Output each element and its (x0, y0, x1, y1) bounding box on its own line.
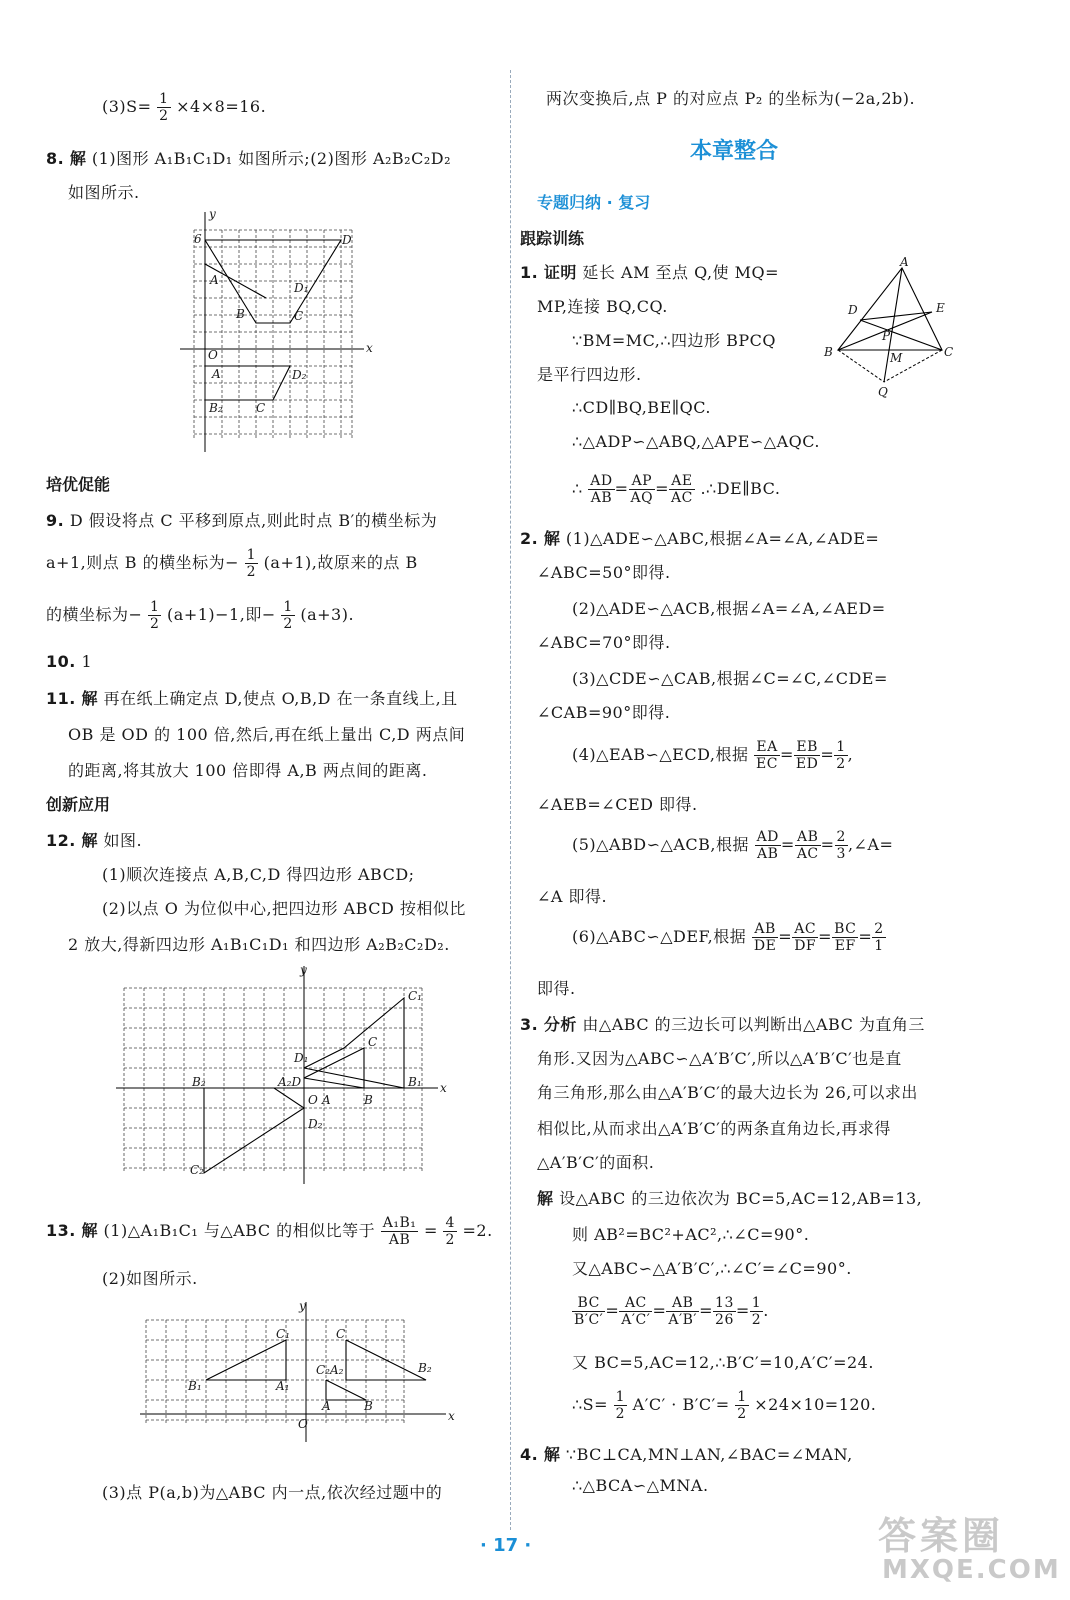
fraction (754, 740, 780, 771)
num: 1 (751, 1295, 762, 1311)
answer-r3 (520, 1012, 925, 1035)
question-number: 12. (46, 831, 76, 850)
answer-13 (46, 1216, 493, 1247)
text-line: 又△ABC∽△A′B′C′,∴∠C′=∠C=90°. (572, 1259, 852, 1278)
point-label: P (882, 329, 891, 343)
answer-10 (46, 652, 92, 671)
answer-label: 分析 (543, 1015, 577, 1034)
text-line: 两次变换后,点 P 的对应点 P₂ 的坐标为(−2a,2b). (546, 89, 916, 108)
y-axis-label: y (299, 1299, 306, 1313)
num: 1 (159, 91, 169, 107)
x-axis-label: x (448, 1409, 455, 1423)
text: 如图. (103, 831, 143, 850)
text: (3)S= (102, 97, 152, 116)
text: (1)△A₁B₁C₁ 与△ABC 的相似比等于 (103, 1221, 376, 1240)
watermark-text: 答案圈 (878, 1514, 1005, 1558)
text-line: ∠ABC=70°即得. (537, 633, 671, 652)
text-line: ∠CAB=90°即得. (537, 703, 671, 722)
text-line: OB 是 OD 的 100 倍,然后,再在纸上量出 C,D 两点间 (68, 725, 466, 744)
text: ×4×8=16. (176, 97, 267, 116)
point-label: C (368, 1035, 378, 1049)
point-label: B (236, 307, 245, 321)
point-label: B₂ (418, 1361, 432, 1375)
text: 1 (81, 652, 93, 671)
point-label: B (364, 1399, 373, 1413)
den: 2 (445, 1232, 455, 1248)
ratio-line: $\frac{BC}{B'C'}$ = $\frac{AC}{A'C'}$ = $\frac{AB}{A'B'}$ = $\frac{13}{26}$ = $\frac{1}{2}$ . (574, 1295, 769, 1328)
answer-label: 解 (81, 689, 98, 708)
den: AB (757, 846, 779, 862)
text: 设△ABC 的三边依次为 BC=5,AC=12,AB=13, (559, 1189, 923, 1208)
point-label: C₁ (276, 1327, 290, 1341)
den: 1 (874, 938, 884, 954)
text: (5)△ABD∽△ACB,根据 (572, 835, 749, 854)
fraction (629, 474, 656, 505)
text-line: (3)点 P(a,b)为△ABC 内一点,依次经过题中的 (102, 1483, 443, 1502)
fraction (157, 92, 170, 123)
point-label: D (848, 303, 858, 317)
question-number: 13. (46, 1221, 76, 1240)
question-number: 8. (46, 149, 65, 168)
fraction (872, 922, 885, 953)
point-label: C (944, 345, 954, 359)
fraction (713, 1296, 736, 1327)
text: = (423, 1221, 438, 1240)
fraction (666, 1296, 699, 1327)
answer-r2-4: (4)△EAB∽△ECD,根据 $\frac{EA}{EC}$ = $\frac{EB}{ED}$ = $\frac{1}{2}$ , (572, 739, 854, 772)
point-label: A (900, 256, 909, 269)
num: AP (629, 474, 656, 490)
den: AQ (630, 490, 654, 506)
question-number: 1. (520, 263, 539, 282)
text: a+1,则点 B 的横坐标为− (46, 553, 240, 572)
fraction (588, 474, 614, 505)
text: . (763, 1301, 769, 1320)
den: AB (590, 490, 613, 506)
num: AC (792, 922, 818, 938)
answer-label: 解 (543, 1445, 561, 1464)
answer-r4 (520, 1442, 853, 1465)
num: AD (590, 473, 613, 489)
text-line: 角形.又因为△ABC∽△A′B′C′,所以△A′B′C′也是直 (537, 1049, 902, 1068)
den: EF (834, 938, 856, 954)
x-axis-label: x (440, 1081, 447, 1095)
num: AB (795, 830, 821, 846)
text-line: MP,连接 BQ,CQ. (537, 297, 668, 316)
text: (a+1),故原来的点 B (263, 553, 418, 572)
text-line: 的距离,将其放大 100 倍即得 A,B 两点间的距离. (68, 761, 428, 780)
num: EA (754, 740, 780, 756)
text-line: ∠ABC=50°即得. (537, 563, 671, 582)
text: ,∠A= (847, 835, 894, 854)
origin-label: O (298, 1417, 308, 1431)
den: EC (756, 756, 778, 772)
point-label: D₂ (292, 368, 307, 382)
point-label: A (322, 1093, 331, 1107)
grid-lines (124, 988, 422, 1173)
point-label: A₂D (278, 1075, 302, 1089)
text-line: 则 AB²=BC²+AC²,∴∠C=90°. (572, 1225, 810, 1244)
text: ×24×10=120. (754, 1395, 877, 1414)
text-line: 如图所示. (68, 183, 140, 202)
point-label: B₁ (408, 1075, 422, 1089)
num: 1 (836, 739, 846, 755)
num: 1 (150, 599, 160, 615)
text: 再在纸上确定点 D,使点 O,B,D 在一条直线上,且 (103, 689, 458, 708)
text: (1)图形 A₁B₁C₁D₁ 如图所示;(2)图形 A₂B₂C₂D₂ (91, 149, 451, 168)
answer-label: 解 (81, 831, 98, 850)
fraction (619, 1296, 652, 1327)
text: (4)△EAB∽△ECD,根据 (572, 745, 749, 764)
point-label: C (294, 309, 304, 323)
num: A₁B₁ (382, 1215, 417, 1231)
question-number: 2. (520, 529, 539, 548)
answer-r2 (520, 526, 879, 549)
point-label: M (890, 351, 903, 365)
text: =2. (462, 1221, 493, 1240)
den: ED (795, 756, 819, 772)
text-line: 是平行四边形. (537, 365, 642, 384)
point-label: D₁ (294, 281, 309, 295)
num: AD (756, 829, 779, 845)
den: 3 (836, 846, 846, 862)
figure-12-grid (112, 958, 452, 1190)
answer-9-line2 (46, 548, 418, 579)
point-label: C₂ (190, 1163, 204, 1177)
den: 2 (150, 616, 160, 632)
watermark (872, 1505, 1062, 1595)
den: A′C′ (621, 1312, 651, 1328)
text-line: 又 BC=5,AC=12,∴B′C′=10,A′C′=24. (572, 1353, 874, 1372)
page-number: · 17 · (480, 1535, 532, 1556)
answer-label: 解 (69, 149, 87, 168)
den: AB (388, 1232, 411, 1248)
y-axis-label: y (300, 963, 307, 977)
text-line: ∴CD∥BQ,BE∥QC. (572, 398, 712, 417)
point-label: B₁ (188, 1379, 202, 1393)
text: , (847, 745, 854, 764)
point-label: A (322, 1399, 331, 1413)
point-label: C (336, 1327, 346, 1341)
num: 1 (246, 547, 257, 563)
fraction (381, 1216, 419, 1247)
text: .∴DE∥BC. (700, 479, 781, 498)
y-axis-label: y (209, 207, 216, 221)
text-line: (2)△ADE∽△ACB,根据∠A=∠A,∠AED= (572, 599, 886, 618)
text: ∴S= (572, 1395, 609, 1414)
text-line: (1)顺次连接点 A,B,C,D 得四边形 ABCD; (102, 865, 415, 884)
den: AC (671, 490, 693, 506)
point-label: D₁ (294, 1051, 309, 1065)
num: BC (834, 921, 857, 937)
text: ∴ (572, 479, 583, 498)
fraction (735, 1390, 748, 1421)
text: 由△ABC 的三边长可以判断出△ABC 为直角三 (582, 1015, 925, 1034)
question-number: 3. (520, 1015, 539, 1034)
text: D 假设将点 C 平移到原点,则此时点 B′的横坐标为 (69, 511, 438, 530)
text: 延长 AM 至点 Q,使 MQ= (582, 263, 780, 282)
point-label: C (256, 401, 266, 415)
text: ∵BC⊥CA,MN⊥AN,∠BAC=∠MAN, (565, 1445, 853, 1464)
text-line: △A′B′C′的面积. (537, 1153, 655, 1172)
num: AB (666, 1296, 699, 1312)
answer-label: 证明 (543, 263, 577, 282)
text: 的横坐标为− (46, 605, 143, 624)
answer-label: 解 (537, 1189, 554, 1208)
den: DF (794, 938, 817, 954)
fraction (834, 740, 847, 771)
answer-9-line3 (46, 600, 354, 631)
den: 26 (715, 1312, 734, 1328)
text-line: ∵BM=MC,∴四边形 BPCQ (572, 331, 777, 350)
point-label: A (212, 367, 221, 381)
text-line: ∴△BCA∽△MNA. (572, 1476, 709, 1495)
origin-label: O (308, 1093, 318, 1107)
point-label: B₂ (209, 401, 223, 415)
point-label: A (210, 273, 219, 287)
x-axis-label: x (366, 341, 373, 355)
fraction (752, 922, 778, 953)
den: 2 (283, 616, 293, 632)
fraction (792, 922, 818, 953)
point-label: C₁ (408, 989, 422, 1003)
section-heading-peiyou: 培优促能 (46, 475, 111, 494)
section-heading-genzong: 跟踪训练 (520, 229, 585, 248)
fraction (750, 1296, 763, 1327)
den: AC (796, 846, 819, 862)
text-line: (2)以点 O 为位似中心,把四边形 ABCD 按相似比 (102, 899, 466, 918)
text-line: 相似比,从而求出△A′B′C′的两条直角边长,再求得 (537, 1119, 891, 1138)
num: 1 (737, 1389, 747, 1405)
text-line: 2 放大,得新四边形 A₁B₁C₁D₁ 和四边形 A₂B₂C₂D₂. (68, 935, 450, 954)
text-line: 角三角形,那么由△A′B′C′的最大边长为 26,可以求出 (537, 1083, 918, 1102)
num: 2 (836, 829, 846, 845)
text: A′C′ · B′C′= (632, 1395, 730, 1414)
den: 2 (159, 108, 169, 124)
num: AB (752, 922, 778, 938)
text: (a+1)−1,即− (167, 605, 276, 624)
answer-r2-5: (5)△ABD∽△ACB,根据 $\frac{AD}{AB}$ = $\frac{AB}{AC}$ = $\frac{2}{3}$ ,∠A= (572, 829, 894, 862)
triangle-figure (820, 256, 970, 402)
question-number: 4. (520, 1445, 539, 1464)
num: BC (572, 1296, 605, 1312)
den: 2 (615, 1406, 626, 1422)
num: 1 (283, 599, 293, 615)
fraction (669, 474, 695, 505)
answer-7-3 (102, 92, 266, 123)
column-divider (510, 70, 512, 1530)
num: AE (669, 474, 695, 490)
num: EB (794, 740, 820, 756)
fraction (148, 600, 161, 631)
num: AC (619, 1296, 652, 1312)
section-heading-chuangxin: 创新应用 (46, 795, 111, 814)
proportion-line: ∴ $\frac{AD}{AB}$ = $\frac{AP}{AQ}$ = $\frac{AE}{AC}$ .∴DE∥BC. (572, 473, 781, 506)
den: 2 (246, 564, 257, 580)
figure-13-grid (136, 1296, 466, 1446)
chapter-title: 本章整合 (690, 139, 779, 164)
question-number: 9. (46, 511, 65, 530)
text: (1)△ADE∽△ABC,根据∠A=∠A,∠ADE= (565, 529, 880, 548)
point-label: E (936, 301, 945, 315)
point-label: B (364, 1093, 373, 1107)
text: (6)△ABC∽△DEF,根据 (572, 927, 747, 946)
fraction (281, 600, 294, 631)
fraction (794, 740, 820, 771)
den: 2 (737, 1406, 747, 1422)
den: A′B′ (668, 1312, 698, 1328)
point-label: D (342, 233, 352, 247)
answer-11 (46, 686, 458, 709)
figure-8-grid (176, 206, 376, 454)
text-line: ∴△ADP∽△ABQ,△APE∽△AQC. (572, 432, 821, 451)
answer-label: 解 (543, 529, 561, 548)
origin-label: O (208, 348, 218, 362)
den: DE (753, 938, 777, 954)
point-label: Q (878, 385, 888, 399)
den: 2 (836, 756, 846, 772)
point-label: D₂ (308, 1117, 323, 1131)
fraction (835, 830, 848, 861)
question-number: 10. (46, 652, 76, 671)
answer-r3-solution (537, 1186, 922, 1209)
text-line: (2)如图所示. (102, 1269, 198, 1288)
area-line (572, 1390, 876, 1421)
num: 4 (445, 1215, 455, 1231)
fraction (572, 1296, 605, 1327)
fraction (443, 1216, 456, 1247)
point-label: A₁ (276, 1379, 290, 1393)
num: 13 (715, 1295, 734, 1311)
text-line: ∠A 即得. (537, 887, 608, 906)
answer-label: 解 (81, 1221, 98, 1240)
text: (a+3). (300, 605, 355, 624)
answer-8 (46, 146, 451, 169)
answer-r1 (520, 260, 779, 283)
text-line: 即得. (537, 979, 576, 998)
point-label: B (824, 345, 833, 359)
fraction (755, 830, 781, 861)
question-number: 11. (46, 689, 76, 708)
answer-r2-6: (6)△ABC∽△DEF,根据 $\frac{AB}{DE}$ = $\frac{AC}{DF}$ = $\frac{BC}{EF}$ = $\frac{2}{1}$ (572, 921, 884, 954)
section-title: 专题归纳 · 复习 (537, 193, 651, 212)
den: 2 (751, 1312, 762, 1328)
tick: 6 (194, 232, 202, 246)
fraction (832, 922, 858, 953)
answer-12 (46, 828, 142, 851)
watermark-url: MXQE.COM (882, 1555, 1061, 1585)
point-label: B₂ (192, 1075, 206, 1089)
text-line: (3)△CDE∽△CAB,根据∠C=∠C,∠CDE= (572, 669, 888, 688)
num: 2 (874, 921, 884, 937)
fraction (614, 1390, 627, 1421)
fraction (795, 830, 821, 861)
den: B′C′ (574, 1312, 604, 1328)
answer-9 (46, 508, 437, 531)
fraction (245, 548, 258, 579)
text-line: ∠AEB=∠CED 即得. (537, 795, 698, 814)
point-label: C₂A₂ (316, 1363, 344, 1377)
num: 1 (615, 1389, 626, 1405)
